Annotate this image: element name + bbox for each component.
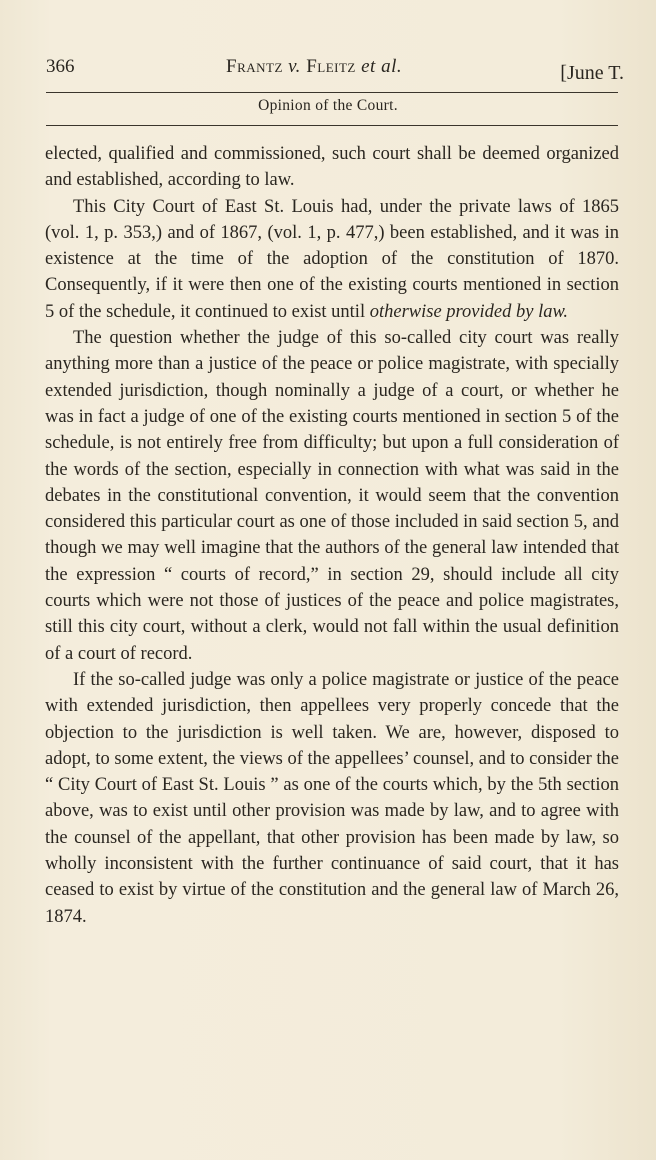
paragraph-text: If the so-called judge was only a police magistrate or justice of the peace with extended jurisdiction, then appellees very properly concede that the objection to the jurisdiction is well taken. We are, however, disposed to adopt, to some extent, the views of the appellees’ counsel, and to consider the “ City Court of East St. Louis ” as one of the courts which, by the 5th section above, was to exist until other provision was made by law, and to agree with the counsel of the appellant, that other provision has been made by law, so wholly inconsistent with the further continuance of said court, that it has ceased to exist by virtue of the constitution and the general law of March 26, 1874. [45,669,620,927]
paragraph-1 [45,141,619,194]
running-head [46,56,624,86]
paragraph-4 [45,667,619,930]
paragraph-3 [45,325,619,667]
italic-phrase: otherwise provided by law. [369,301,569,322]
case-title [226,56,402,78]
case-plaintiff: Frantz [226,56,283,77]
paragraph-text: elected, qualified and commissioned, such court shall be deemed organized and established, according to law. [45,144,619,191]
paragraph-text: The question whether the judge of this so-called city court was really anything more than a justice of the peace or police magistrate, with specially extended jurisdiction, though nominally a judge of a court, or whether he was in fact a judge of one of the existing courts mentioned in section 5 of the schedule, is not entirely free from difficulty; but upon a full consideration of the words of the section, especially in connection with what was said in the debates in the constitutional convention, it would seem that the convention considered this particular court as one of those included in said section 5, and though we may well imagine that the authors of the general law intended that the expression “ courts of record,” in section 29, should include all city courts which were not those of justices of the peace and police magistrates, still this city court, without a clerk, would not fall within the usual definition of a court of record. [45,328,619,664]
header-rule-bottom [46,125,618,126]
section-label: Opinion of the Court. [258,97,398,114]
page-number: 366 [46,56,75,77]
case-etal: et al. [361,56,403,77]
opinion-body [45,141,619,930]
paragraph-2 [45,194,619,325]
term-label: [June T. [560,62,624,84]
case-defendant: Fleitz [306,56,356,77]
paragraph-text: This City Court of East St. Louis had, under the private laws of 1865 (vol. 1, p. 353,) and of 1867, (vol. 1, p. 477,) been established, and it was in existence at the time of the adoption of the constitution of 1870. Consequently, if it were then one of the existing courts mentioned in section 5 of the schedule, it continued to exist until [45,196,619,322]
case-versus: v. [288,56,301,77]
header-rule-top [46,92,618,93]
